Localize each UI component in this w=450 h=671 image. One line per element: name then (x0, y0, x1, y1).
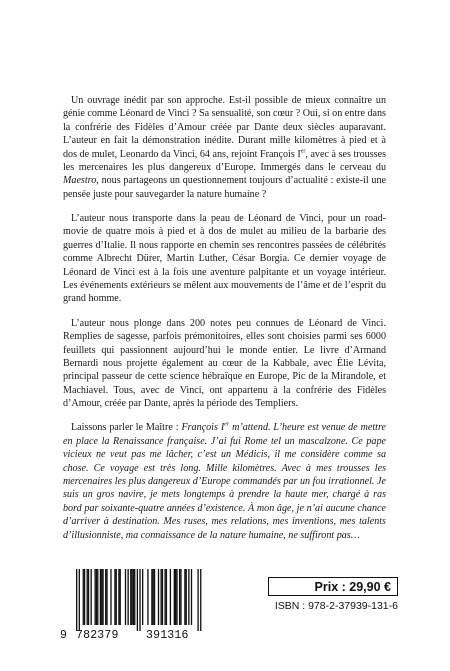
barcode-bar (176, 569, 177, 625)
barcode-bar (197, 569, 198, 631)
barcode-bar (147, 569, 148, 625)
barcode-bar (91, 569, 92, 625)
barcode-digits (60, 629, 212, 642)
paragraph-notes: L’auteur nous plonge dans 200 notes peu connues de Léonard de Vinci. Remplies de sagesse, parfois prémonitoires, elles sont choisies parmi ses 6000 feuillets qui passionnent aujourd’hui le monde entier. Le livre d’Armand Bernardi nous projette également au cœur de la Kabbale, avec Élie Lévita, principal passeur de cette science hébraïque en Europe, Pic de la Mirandole, et Machiavel. Tous, avec de Vinci, ont appartenu à la confrérie des Fidèles d’Amour, créée par Dante, après la période des Templiers. (63, 317, 386, 410)
price-label: Prix : 29,90 € (314, 579, 391, 594)
back-cover-text (63, 94, 386, 542)
barcode-bar (153, 569, 154, 625)
barcode-digit-group-right: 391316 (146, 629, 189, 642)
barcode-bar (127, 569, 128, 625)
barcode-bar (106, 569, 107, 625)
barcode-bars (60, 569, 212, 631)
isbn-number: ISBN : 978-2-37939-131-6 (274, 600, 398, 612)
barcode-bar (118, 569, 119, 625)
barcode-bar (175, 569, 176, 625)
barcode-bar (110, 569, 111, 625)
barcode-bar (188, 569, 189, 625)
barcode-bar (101, 569, 102, 625)
barcode-bar (96, 569, 97, 625)
barcode-bar (179, 569, 180, 625)
barcode-bar (83, 569, 84, 625)
barcode-bar (84, 569, 85, 625)
barcode-bar (97, 569, 98, 625)
barcode-bar (160, 569, 161, 625)
barcode-digit-group-left: 782379 (76, 629, 119, 642)
quote-lead: Laissons parler le Maître : (71, 422, 182, 434)
barcode-bar (174, 569, 175, 625)
barcode-bar (137, 569, 138, 631)
barcode-bar (200, 569, 201, 631)
paragraph-intro (63, 94, 386, 201)
barcode-bar (134, 569, 135, 625)
paragraph-intro-part-b: , avec à ses trousses les mercenaires les plus dangereux d’Europe. Immergés dans le cerveau du (63, 148, 386, 174)
barcode-bar (131, 569, 132, 625)
barcode-bar (94, 569, 95, 625)
quote-part-2: m’attend. L’heure est venue de mettre en place la Renaissance française. J’ai fui Rome tel un mascalzone. Ce pape vicieux ne veut pas me lâcher, c’est un Médicis, il me considère comme sa chose. Ce voyage est très long. Mille kilomètres. Avec à mes trousses les mercenaires les plus dangereux d’Europe commandés par un fou irrationnel. Je suis un gros navire, je mets longtemps à prendre la haute mer, chargé à ras bord par soixante-quatre années d’existence. À mon âge, je n’ai aucune chance d’arriver à destination. Mes ruses, mes relations, mes inventions, mes talents d’illusionniste, ma connaissance de la nature humaine, ne suffiront pas… (63, 422, 386, 541)
barcode-bar (184, 569, 185, 625)
barcode-bar (180, 569, 181, 625)
isbn-barcode (60, 569, 212, 643)
price-box (268, 577, 398, 596)
barcode-bar (186, 569, 187, 625)
barcode-digit-lead: 9 (60, 629, 68, 642)
barcode-bar (158, 569, 159, 625)
paragraph-journey: L’auteur nous transporte dans la peau de Léonard de Vinci, pour un road-movie de quatre mois à pied et à dos de mulet au milieu de la barbarie des guerres d’Italie. Il nous rapporte en chemin ses rencontres passées de célébrités comme Albrecht Dürer, Martin Luther, César Borgia. Ce dernier voyage de Léonard de Vinci est à la fois une aventure palpitante et un voyage intérieur. Les événements extérieurs se mêlent aux mouvements de l’âme et de l’esprit du grand homme. (63, 213, 386, 305)
paragraph-quote (63, 421, 386, 542)
superscript-er: er (224, 421, 230, 428)
barcode-bar (133, 569, 134, 625)
barcode-bar (139, 569, 140, 631)
barcode-bar (116, 569, 117, 625)
barcode-bar (88, 569, 89, 625)
barcode-bar (120, 569, 121, 625)
paragraph-intro-part-a: Un ouvrage inédit par son approche. Est-il possible de mieux connaître un génie comme Léonard de Vinci ? Sa sensualité, son cœur ? Oui, si on entre dans la confrérie des Fidèles d’Amour créée par Dante deux siècles auparavant. L’auteur en fait la démonstration inédite. Durant mille kilomètres à pied et à dos de mulet, Leonardo da Vinci, 64 ans, rejoint François I (63, 95, 386, 160)
barcode-bar (166, 569, 167, 625)
quote-part-1: François I (181, 422, 225, 434)
barcode-bar (79, 569, 80, 631)
barcode-bar (154, 569, 155, 625)
italic-maestro: Maestro (63, 175, 97, 187)
paragraph-intro-part-c: , nous partageons un questionnement toujours d’actualité : existe-il une pensée juste pour sauvegarder la nature humaine ? (63, 175, 386, 200)
barcode-bar (114, 569, 115, 625)
barcode-bar (164, 569, 165, 625)
barcode-bar (105, 569, 106, 625)
barcode-bar (151, 569, 152, 625)
barcode-bar (76, 569, 77, 631)
barcode-bar (191, 569, 192, 625)
barcode-bar (142, 569, 143, 625)
barcode-bar (130, 569, 131, 625)
barcode-bar (100, 569, 101, 625)
barcode-bar (162, 569, 163, 625)
barcode-bar (125, 569, 126, 625)
barcode-bar (87, 569, 88, 625)
superscript-er: er (300, 148, 306, 155)
barcode-bar (102, 569, 103, 625)
barcode-bar (170, 569, 171, 625)
